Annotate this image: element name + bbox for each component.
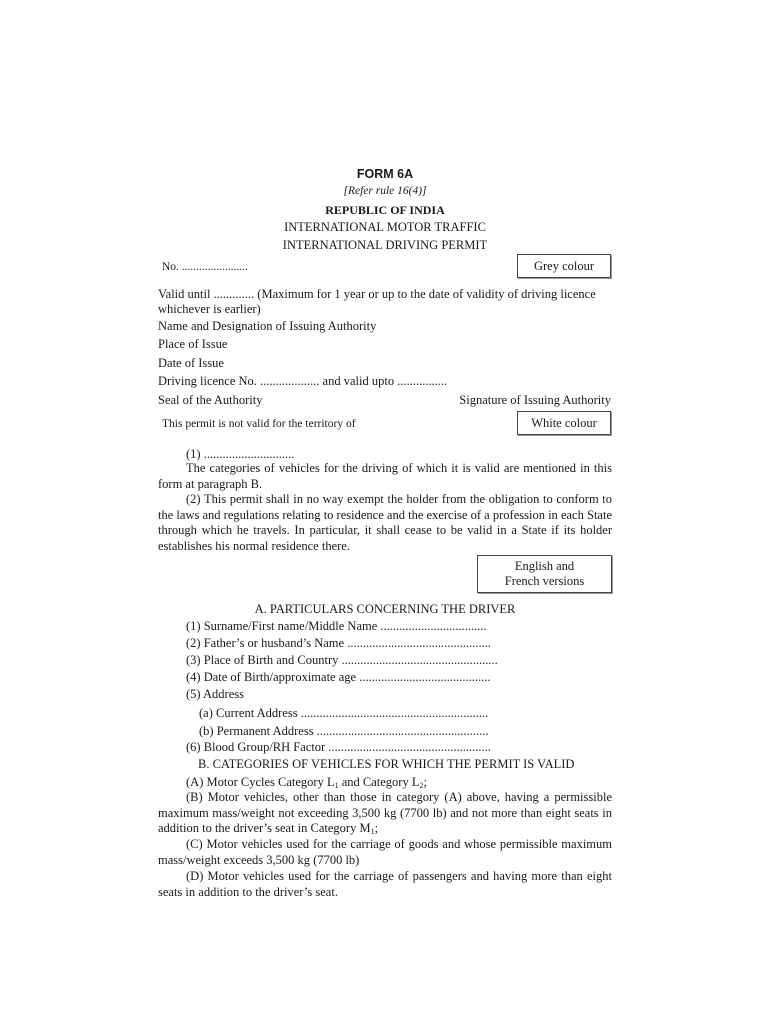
valid-until-line: Valid until ............. (Maximum for 1 year or up to the date of validity of driving licence [158, 287, 596, 301]
territory-label: This permit is not valid for the territory of [162, 418, 356, 430]
item-a-prefix: (A) Motor Cycles Category L [186, 775, 335, 789]
white-colour-box: White colour [517, 411, 611, 435]
item-b-suffix: ; [374, 821, 379, 835]
grey-colour-box: Grey colour [517, 254, 611, 278]
valid-until-line-2: whichever is earlier) [158, 302, 261, 316]
place-of-issue-label: Place of Issue [158, 337, 228, 351]
section-a-item-3: (3) Place of Birth and Country .................................................. [186, 653, 498, 667]
driving-licence-line: Driving licence No. ................... and valid upto ................ [158, 374, 448, 388]
section-a-item-5b: (b) Permanent Address ....................................................... [199, 724, 489, 738]
language-box-line-1: English and [514, 559, 575, 573]
section-b-heading: B. CATEGORIES OF VEHICLES FOR WHICH THE PERMIT IS VALID [198, 757, 575, 771]
section-a-item-1: (1) Surname/First name/Middle Name .................................. [186, 619, 487, 633]
form-title: FORM 6A [356, 167, 414, 181]
issuing-authority-label: Name and Designation of Issuing Authority [158, 319, 377, 333]
language-versions-box [477, 555, 612, 593]
item-2-paragraph [158, 492, 612, 554]
categories-text: The categories of vehicles for the driving of which it is valid are mentioned in this form at paragraph B. [158, 461, 612, 491]
item-1: (1) ............................. [186, 447, 295, 461]
section-a-item-5a: (a) Current Address ............................................................ [199, 706, 489, 720]
section-a-item-4: (4) Date of Birth/approximate age .......................................... [186, 670, 491, 684]
date-of-issue-label: Date of Issue [158, 356, 224, 370]
motor-traffic-heading: INTERNATIONAL MOTOR TRAFFIC [284, 220, 486, 234]
republic-heading: REPUBLIC OF INDIA [325, 203, 445, 217]
item-c-text: (C) Motor vehicles used for the carriage of goods and whose permissible maximum mass/weight exceeds 3,500 kg (7700 lb) [158, 837, 612, 867]
section-a-item-6: (6) Blood Group/RH Factor .................................................... [186, 740, 491, 754]
item-b-text: (B) Motor vehicles, other than those in category (A) above, having a permissible maximum mass/weight not exceeding 3,500 kg (7700 lb) and not more than eight seats in addition to the driver’s seat in Category M [158, 790, 612, 835]
item-a-mid: and Category L [338, 775, 420, 789]
section-b-item-b [158, 790, 612, 840]
item-a-sub-1: 1 [334, 781, 339, 790]
item-2-text: (2) This permit shall in no way exempt the holder from the obligation to conform to the laws and regulations relating to residence and the exercise of a profession in each State through which he travels. In particular, it shall cease to be valid in a State if its holder establishes his normal residence there. [158, 492, 612, 553]
driving-permit-heading: INTERNATIONAL DRIVING PERMIT [282, 238, 488, 252]
item-a-suffix: ; [423, 775, 427, 789]
section-a-item-2: (2) Father’s or husband’s Name .............................................. [186, 636, 491, 650]
permit-number: No. ....................... [162, 261, 248, 273]
seal-label: Seal of the Authority [158, 393, 263, 407]
section-a-item-5: (5) Address [186, 687, 244, 701]
rule-reference: [Refer rule 16(4)] [343, 185, 427, 197]
item-d-text: (D) Motor vehicles used for the carriage of passengers and having more than eight seats in addition to the driver’s seat. [158, 869, 612, 899]
section-b-item-d [158, 869, 612, 900]
section-a-heading: A. PARTICULARS CONCERNING THE DRIVER [254, 602, 516, 616]
item-b-sub: 1 [370, 827, 375, 836]
section-b-item-c [158, 837, 612, 868]
language-box-line-2: French versions [504, 574, 585, 588]
categories-paragraph [158, 461, 612, 492]
signature-label: Signature of Issuing Authority [459, 393, 611, 407]
item-a-sub-2: 2 [419, 781, 424, 790]
